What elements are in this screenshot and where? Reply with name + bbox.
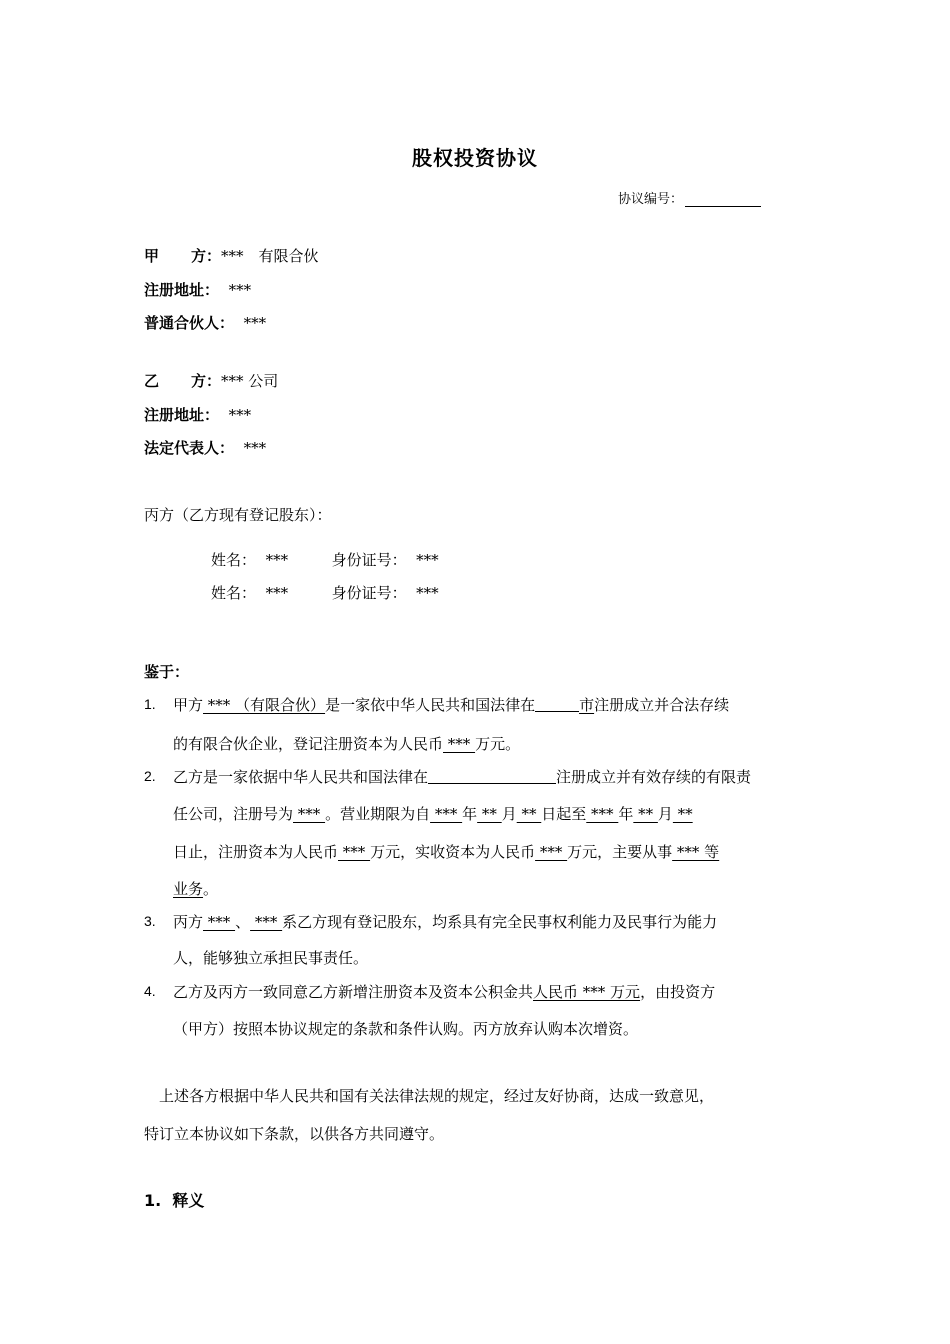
underlined-segment: 市 — [579, 696, 595, 714]
underlined-segment: *** — [250, 913, 283, 931]
agreement-number-label: 协议编号： — [618, 192, 684, 207]
party-a-label-1: 甲 — [144, 247, 160, 265]
text-segment: 人，能够独立承担民事责任。 — [173, 949, 369, 967]
party-b-address-line — [144, 404, 251, 425]
party-a-gp-line — [144, 312, 266, 333]
text-segment: 日起至 — [541, 805, 587, 823]
party-b-rep: *** — [243, 439, 267, 457]
text-segment: ，由投资方 — [640, 983, 716, 1001]
underlined-segment: *** — [535, 843, 568, 861]
party-a-address-line — [144, 279, 251, 300]
party-b-rep-line — [144, 437, 266, 458]
whereas-item-2-line-3 — [173, 841, 719, 862]
party-a-gp-label: 普通合伙人： — [144, 314, 235, 332]
party-b-label-2: 方： — [191, 372, 222, 390]
underlined-segment: *** （有限合伙） — [203, 696, 326, 714]
section-heading — [144, 1188, 204, 1211]
text-segment: 年 — [618, 805, 634, 823]
text-segment: 月 — [501, 805, 517, 823]
underlined-segment: *** — [203, 913, 236, 931]
text-segment: 。 — [203, 880, 219, 898]
shareholder-name: *** — [265, 551, 289, 569]
section-number: 1. — [144, 1191, 162, 1210]
shareholder-name-label: 姓名： — [211, 551, 257, 569]
whereas-item-2-line-1 — [173, 766, 751, 787]
blank-line — [535, 697, 579, 712]
shareholder-id: *** — [416, 584, 439, 602]
party-a-gp: *** — [243, 314, 267, 332]
underlined-segment: 人民币 *** 万元 — [533, 983, 641, 1001]
text-segment: 月 — [657, 805, 673, 823]
party-b-rep-label: 法定代表人： — [144, 439, 235, 457]
party-b-address: *** — [228, 406, 252, 424]
whereas-item-3-line-2 — [173, 947, 368, 968]
text-segment: 万元，主要从事 — [567, 843, 673, 861]
underlined-segment: *** — [443, 735, 476, 753]
text-segment: 、 — [235, 913, 251, 931]
underlined-segment: *** — [430, 805, 463, 823]
whereas-item-4-line-2 — [173, 1018, 638, 1039]
underlined-segment: *** 等 — [672, 843, 720, 861]
shareholder-row — [211, 549, 439, 570]
text-segment: 万元。 — [475, 735, 521, 753]
party-c-heading: 丙方（乙方现有登记股东）： — [144, 506, 332, 524]
text-segment: 系乙方现有登记股东，均系具有完全民事权利能力及民事行为能力 — [282, 913, 718, 931]
whereas-item-1-line-1 — [173, 694, 729, 715]
blank-line — [428, 769, 556, 784]
underlined-segment: ** — [633, 805, 658, 823]
shareholder-id-label: 身份证号： — [331, 584, 407, 602]
whereas-item-2-line-4 — [173, 878, 218, 899]
party-b-value: *** 公司 — [221, 372, 279, 390]
shareholder-row — [211, 582, 439, 603]
text-segment: 注册成立并有效存续的有限责 — [556, 768, 752, 786]
party-a-value: *** 有限合伙 — [221, 247, 319, 265]
text-segment: 乙方是一家依据中华人民共和国法律在 — [173, 768, 429, 786]
party-b-label-1: 乙 — [144, 372, 160, 390]
text-segment: 年 — [462, 805, 478, 823]
shareholder-id: *** — [416, 551, 439, 569]
text-segment: （甲方）按照本协议规定的条款和条件认购。丙方放弃认购本次增资。 — [173, 1020, 639, 1038]
preamble-line-1: 上述各方根据中华人民共和国有关法律法规的规定，经过友好协商，达成一致意见， — [144, 1087, 715, 1105]
shareholder-name: *** — [265, 584, 289, 602]
whereas-item-number: 2. — [144, 768, 156, 784]
text-segment: 丙方 — [173, 913, 204, 931]
underlined-segment: ** — [672, 805, 693, 823]
party-a-address-label: 注册地址： — [144, 281, 220, 299]
shareholder-name-label: 姓名： — [211, 584, 257, 602]
text-segment: 是一家依中华人民共和国法律在 — [325, 696, 536, 714]
agreement-number-blank — [685, 192, 761, 207]
whereas-item-number: 3. — [144, 913, 156, 929]
underlined-segment: *** — [293, 805, 326, 823]
whereas-item-1-line-2 — [173, 733, 520, 754]
text-segment: 万元，实收资本为人民币 — [370, 843, 536, 861]
text-segment: 日止，注册资本为人民币 — [173, 843, 339, 861]
whereas-item-number: 4. — [144, 983, 156, 999]
underlined-segment: ** — [477, 805, 502, 823]
page-title: 股权投资协议 — [412, 146, 538, 170]
text-segment: 甲方 — [173, 696, 204, 714]
section-title: 释义 — [172, 1191, 205, 1210]
underlined-segment: 业务 — [173, 880, 204, 898]
text-segment: 的有限合伙企业，登记注册资本为人民币 — [173, 735, 444, 753]
preamble-line-2: 特订立本协议如下条款，以供各方共同遵守。 — [144, 1125, 445, 1143]
text-segment: 任公司，注册号为 — [173, 805, 294, 823]
whereas-heading: 鉴于： — [144, 663, 190, 681]
underlined-segment: ** — [516, 805, 542, 823]
text-segment: 注册成立并合法存续 — [594, 696, 730, 714]
party-a-line — [144, 245, 319, 266]
text-segment: 乙方及丙方一致同意乙方新增注册资本及资本公积金共 — [173, 983, 534, 1001]
whereas-item-3-line-1 — [173, 911, 717, 932]
party-a-address: *** — [228, 281, 252, 299]
whereas-item-4-line-1 — [173, 981, 715, 1002]
whereas-item-2-line-2 — [173, 803, 693, 824]
shareholder-id-label: 身份证号： — [331, 551, 407, 569]
whereas-item-number: 1. — [144, 696, 156, 712]
underlined-segment: *** — [586, 805, 619, 823]
agreement-number — [618, 188, 761, 207]
party-a-label-2: 方： — [191, 247, 222, 265]
text-segment: 。营业期限为自 — [325, 805, 431, 823]
party-b-line — [144, 370, 278, 391]
party-b-address-label: 注册地址： — [144, 406, 220, 424]
underlined-segment: *** — [338, 843, 371, 861]
